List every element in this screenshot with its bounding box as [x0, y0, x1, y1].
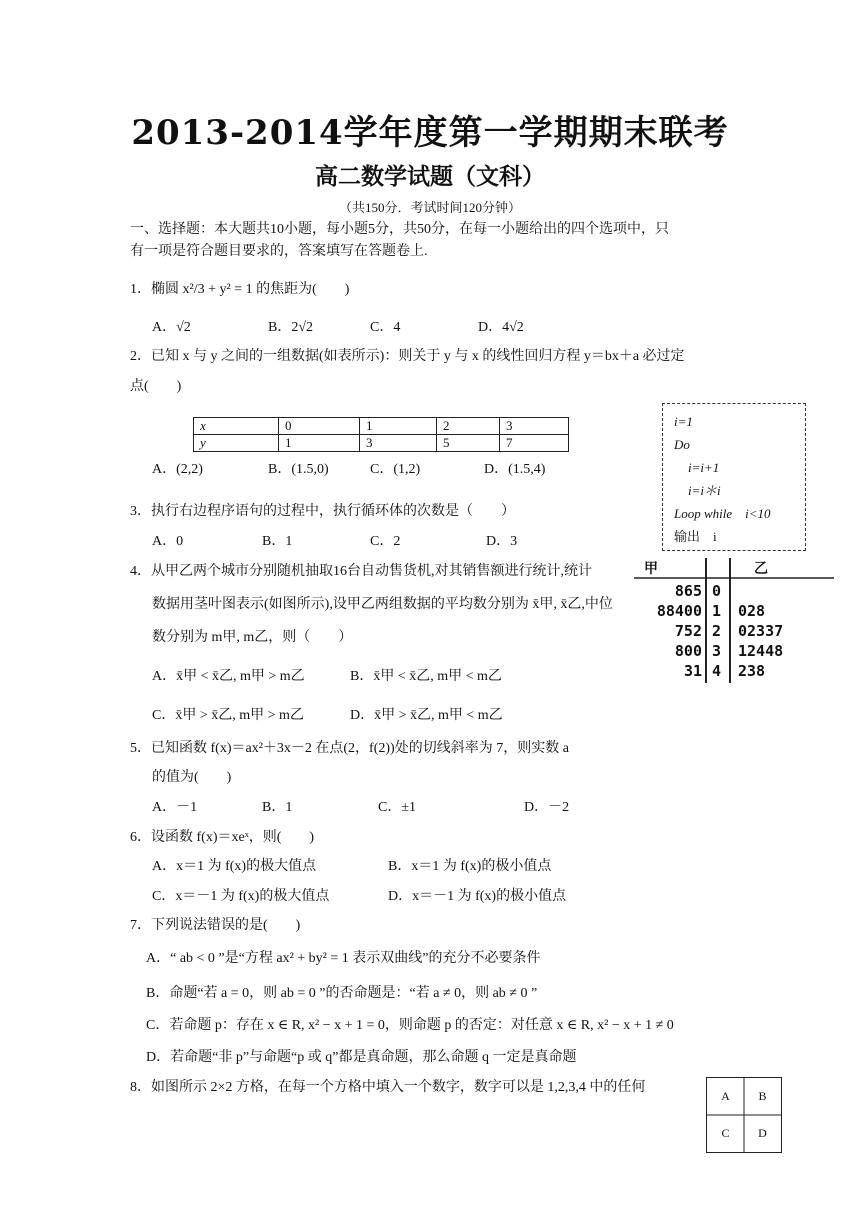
table-cell: y — [194, 435, 279, 452]
stem-leaf-right: 02337 — [738, 622, 784, 640]
exam-note: （共150分．考试时间120分钟） — [338, 200, 521, 215]
stem-leaf-stem: 4 — [712, 662, 722, 680]
stem-leaf-stem: 2 — [712, 622, 722, 640]
section-intro-line2: 有一项是符合题目要求的，答案填写在答题卷上. — [130, 244, 428, 259]
question-1-option-a: A．√2 — [152, 320, 191, 335]
question-2-stem-line2: 点( ) — [130, 379, 182, 394]
question-7-option-b: B．命题“若 a = 0，则 ab = 0 ”的否命题是：“若 a ≠ 0，则 ab ≠ 0 ” — [146, 986, 538, 1001]
question-7-stem: 7．下列说法错误的是( ) — [130, 918, 301, 933]
stem-leaf-left: 88400 — [656, 602, 702, 620]
stem-leaf-left: 865 — [674, 582, 702, 600]
grid-cell-d: D — [758, 1126, 767, 1140]
question-1-option-d: D．4√2 — [478, 320, 524, 335]
table-cell: x — [194, 418, 279, 435]
stem-leaf-plot — [634, 558, 844, 688]
question-5-option-a: A．－1 — [152, 800, 198, 815]
grid-cell-b: B — [758, 1089, 767, 1103]
question-3-option-a: A．0 — [152, 534, 184, 549]
grid-cell-c: C — [721, 1126, 730, 1140]
exam-subtitle: 高二数学试题（文科） — [315, 163, 545, 190]
stem-leaf-header-right: 乙 — [754, 561, 768, 577]
question-2-option-a: A．(2,2) — [152, 462, 203, 477]
question-3-stem: 3．执行右边程序语句的过程中，执行循环体的次数是（ ） — [130, 504, 515, 519]
question-1-stem: 1．椭圆 x²/3 + y² = 1 的焦距为( ) — [130, 282, 350, 297]
table-cell: 1 — [360, 418, 437, 435]
table-cell: 7 — [500, 435, 569, 452]
question-4-stem-line3: 数分别为 m甲, m乙，则（ ） — [152, 630, 353, 645]
question-7-option-c: C．若命题 p：存在 x ∈ R, x² − x + 1 = 0，则命题 p 的否定：对任意 x ∈ R, x² − x + 1 ≠ 0 — [146, 1018, 674, 1033]
table-cell: 1 — [279, 435, 360, 452]
table-row — [194, 435, 569, 452]
table-cell: 2 — [437, 418, 500, 435]
table-cell: 3 — [500, 418, 569, 435]
question-5-stem-line2: 的值为( ) — [152, 770, 232, 785]
question-3-option-c: C．2 — [370, 534, 401, 549]
question-1-option-b: B．2√2 — [268, 320, 314, 335]
program-line: i=1 — [674, 414, 693, 429]
question-1-option-c: C．4 — [370, 320, 401, 335]
question-8-grid — [706, 1077, 782, 1153]
stem-leaf-left: 800 — [674, 642, 702, 660]
question-2-stem-line1: 2．已知 x 与 y 之间的一组数据(如表所示)：则关于 y 与 x 的线性回归方程 y＝bx＋a 必过定 — [130, 349, 685, 364]
question-4-option-d: D．x̄甲 > x̄乙, m甲 < m乙 — [350, 708, 503, 723]
question-3-option-d: D．3 — [486, 534, 518, 549]
question-6-option-a: A．x＝1 为 f(x)的极大值点 — [152, 859, 317, 874]
question-2-option-c: C．(1,2) — [370, 462, 421, 477]
question-3-option-b: B．1 — [262, 534, 293, 549]
stem-leaf-left: 752 — [674, 622, 702, 640]
stem-leaf-stem: 1 — [712, 602, 722, 620]
question-4-option-b: B．x̄甲 < x̄乙, m甲 < m乙 — [350, 669, 502, 684]
question-7-option-d: D．若命题“非 p”与命题“p 或 q”都是真命题，那么命题 q 一定是真命题 — [146, 1050, 577, 1065]
table-row — [194, 418, 569, 435]
program-line: Loop while i<10 — [674, 506, 771, 521]
exam-title: 2013-2014学年度第一学期期末联考 — [131, 113, 729, 153]
stem-leaf-stem: 3 — [712, 642, 722, 660]
program-code-box — [662, 403, 806, 551]
stem-leaf-header-left: 甲 — [644, 561, 658, 577]
question-4-stem-line2: 数据用茎叶图表示(如图所示),设甲乙两组数据的平均数分别为 x̄甲, x̄乙,中位 — [152, 597, 613, 612]
question-7-option-a: A．“ ab < 0 ”是“方程 ax² + by² = 1 表示双曲线”的充分不必要条件 — [146, 951, 541, 966]
question-8-stem: 8．如图所示 2×2 方格，在每一个方格中填入一个数字，数字可以是 1,2,3,4 中的任何 — [130, 1080, 646, 1095]
section-intro-line1: 一、选择题：本大题共10小题，每小题5分，共50分，在每一小题给出的四个选项中，只 — [130, 222, 669, 237]
question-6-option-c: C．x＝－1 为 f(x)的极大值点 — [152, 889, 330, 904]
question-2-option-d: D．(1.5,4) — [484, 462, 546, 477]
question-2-option-b: B．(1.5,0) — [268, 462, 329, 477]
grid-cell-a: A — [721, 1089, 730, 1103]
program-line: 输出 i — [674, 529, 717, 544]
question-5-option-d: D．－2 — [524, 800, 570, 815]
question-4-option-a: A．x̄甲 < x̄乙, m甲 > m乙 — [152, 669, 305, 684]
stem-leaf-stem: 0 — [712, 582, 722, 600]
stem-leaf-right: 028 — [738, 602, 766, 620]
question-6-option-b: B．x＝1 为 f(x)的极小值点 — [388, 859, 552, 874]
question-4-option-c: C．x̄甲 > x̄乙, m甲 > m乙 — [152, 708, 304, 723]
question-6-option-d: D．x＝－1 为 f(x)的极小值点 — [388, 889, 567, 904]
table-cell: 0 — [279, 418, 360, 435]
stem-leaf-right: 12448 — [738, 642, 784, 660]
question-5-option-c: C．±1 — [378, 800, 417, 815]
table-cell: 5 — [437, 435, 500, 452]
question-6-stem: 6．设函数 f(x)＝xeˣ，则( ) — [130, 830, 315, 845]
question-5-stem-line1: 5．已知函数 f(x)＝ax²＋3x－2 在点(2，f(2))处的切线斜率为 7，则实数 a — [130, 741, 569, 756]
program-line: i=i＊i — [688, 483, 721, 498]
program-line: Do — [674, 437, 690, 452]
question-4-stem-line1: 4．从甲乙两个城市分别随机抽取16台自动售货机,对其销售额进行统计,统计 — [130, 564, 592, 579]
section-intro — [130, 219, 730, 263]
question-2-data-table — [193, 417, 569, 452]
stem-leaf-right: 238 — [738, 662, 766, 680]
question-5-option-b: B．1 — [262, 800, 293, 815]
stem-leaf-left: 31 — [683, 662, 702, 680]
table-cell: 3 — [360, 435, 437, 452]
program-line: i=i+1 — [688, 460, 720, 475]
